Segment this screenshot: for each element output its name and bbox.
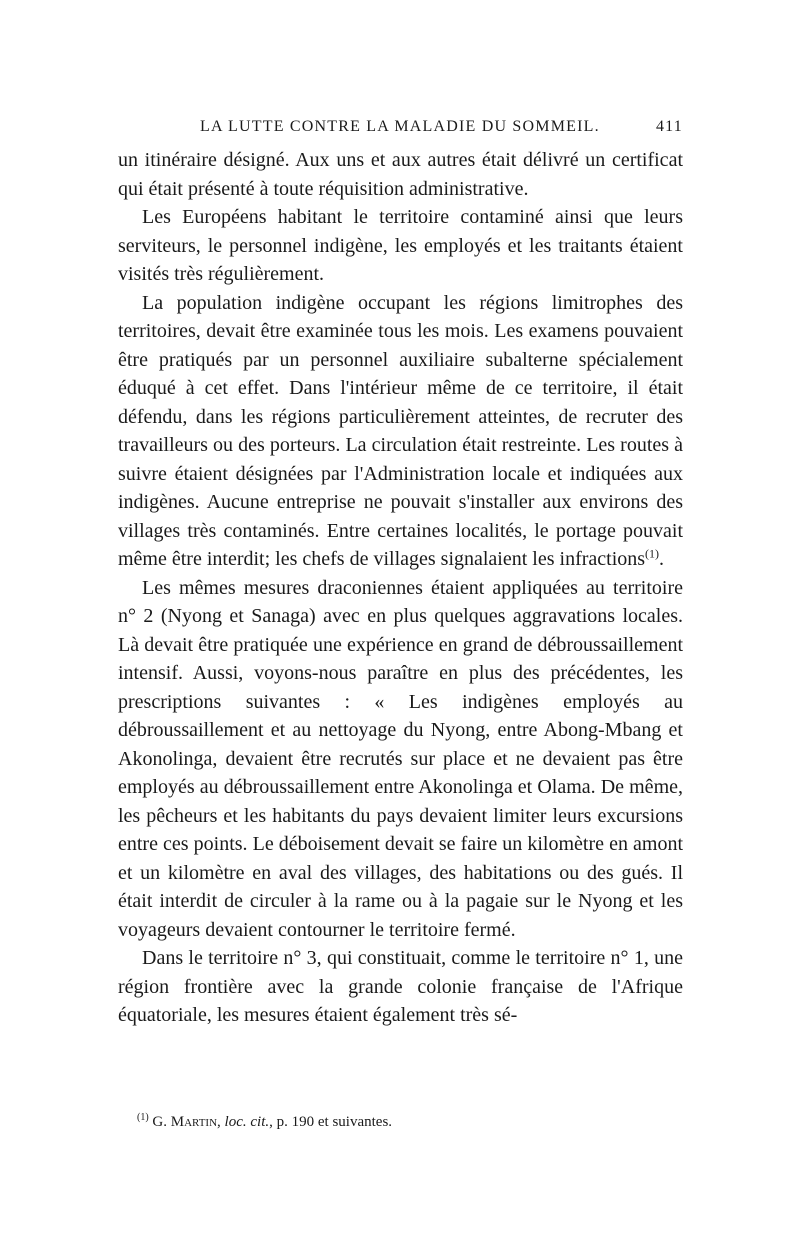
body-text: [118, 146, 683, 1030]
footnote-rest: , p. 190 et suivantes.: [269, 1114, 393, 1130]
footnote: $^{(1)}$ G. Martin, loc. cit., p. 190 et suivantes.: [137, 1112, 393, 1130]
running-title: LA LUTTE CONTRE LA MALADIE DU SOMMEIL.: [200, 118, 600, 135]
footnote-marker: (1): [137, 1112, 149, 1123]
footnote-reference: (1): [645, 546, 660, 561]
paragraph-1: un itinéraire désigné. Aux uns et aux autres était délivré un certificat qui était présenté à toute réquisition administrative.: [118, 149, 683, 200]
paragraph-3: La population indigène occupant les régions limitrophes des territoires, devait être examinée tous les mois. Les examens pouvaient être pratiqués par un personnel auxiliaire subalterne spécialement éduqué à cet effet. Dans l'intérieur même de ce territoire, il était défendu, dans les régions particulièrement atteintes, de recruter des travailleurs ou des porteurs. La circulation était restreinte. Les routes à suivre étaient désignées par l'Administration locale et indiquées aux indigènes. Aucune entreprise ne pouvait s'installer aux environs des villages très contaminés. Entre certaines localités, le portage pouvait même être interdit; les chefs de villages signalaient les infractions$^{(1)}$.: [118, 291, 683, 570]
footnote-author: G. Martin: [152, 1114, 218, 1130]
page-number: 411: [655, 118, 683, 135]
paragraph-2: Les Européens habitant le territoire contaminé ainsi que leurs serviteurs, le personnel indigène, les employés et les traitants étaient visités très régulièrement.: [118, 206, 683, 285]
paragraph-5: Dans le territoire n° 3, qui constituait, comme le territoire n° 1, une région frontière avec la grande colonie française de l'Afrique équatoriale, les mesures étaient également très sé-: [118, 947, 683, 1026]
paragraph-4: Les mêmes mesures draconiennes étaient appliquées au territoire n° 2 (Nyong et Sanaga) avec en plus quelques aggravations locales. Là devait être pratiquée une expérience en grand de débroussaillement intensif. Aussi, voyons-nous paraître en plus des précédentes, les prescriptions suivantes : « Les indigènes employés au débroussaillement et au nettoyage du Nyong, entre Abong-Mbang et Akonolinga, devaient être recrutés sur place et ne devaient pas être employés au débroussaillement entre Akonolinga et Olama. De même, les pêcheurs et les habitants du pays devaient limiter leurs excursions entre ces points. Le déboisement devait se faire un kilomètre en amont et un kilomètre en aval des villages, des habitations ou des gués. Il était interdit de circuler à la rame ou à la pagaie sur le Nyong et les voyageurs devaient contourner le territoire fermé.: [118, 576, 683, 941]
footnote-ref: loc. cit.: [224, 1114, 270, 1130]
